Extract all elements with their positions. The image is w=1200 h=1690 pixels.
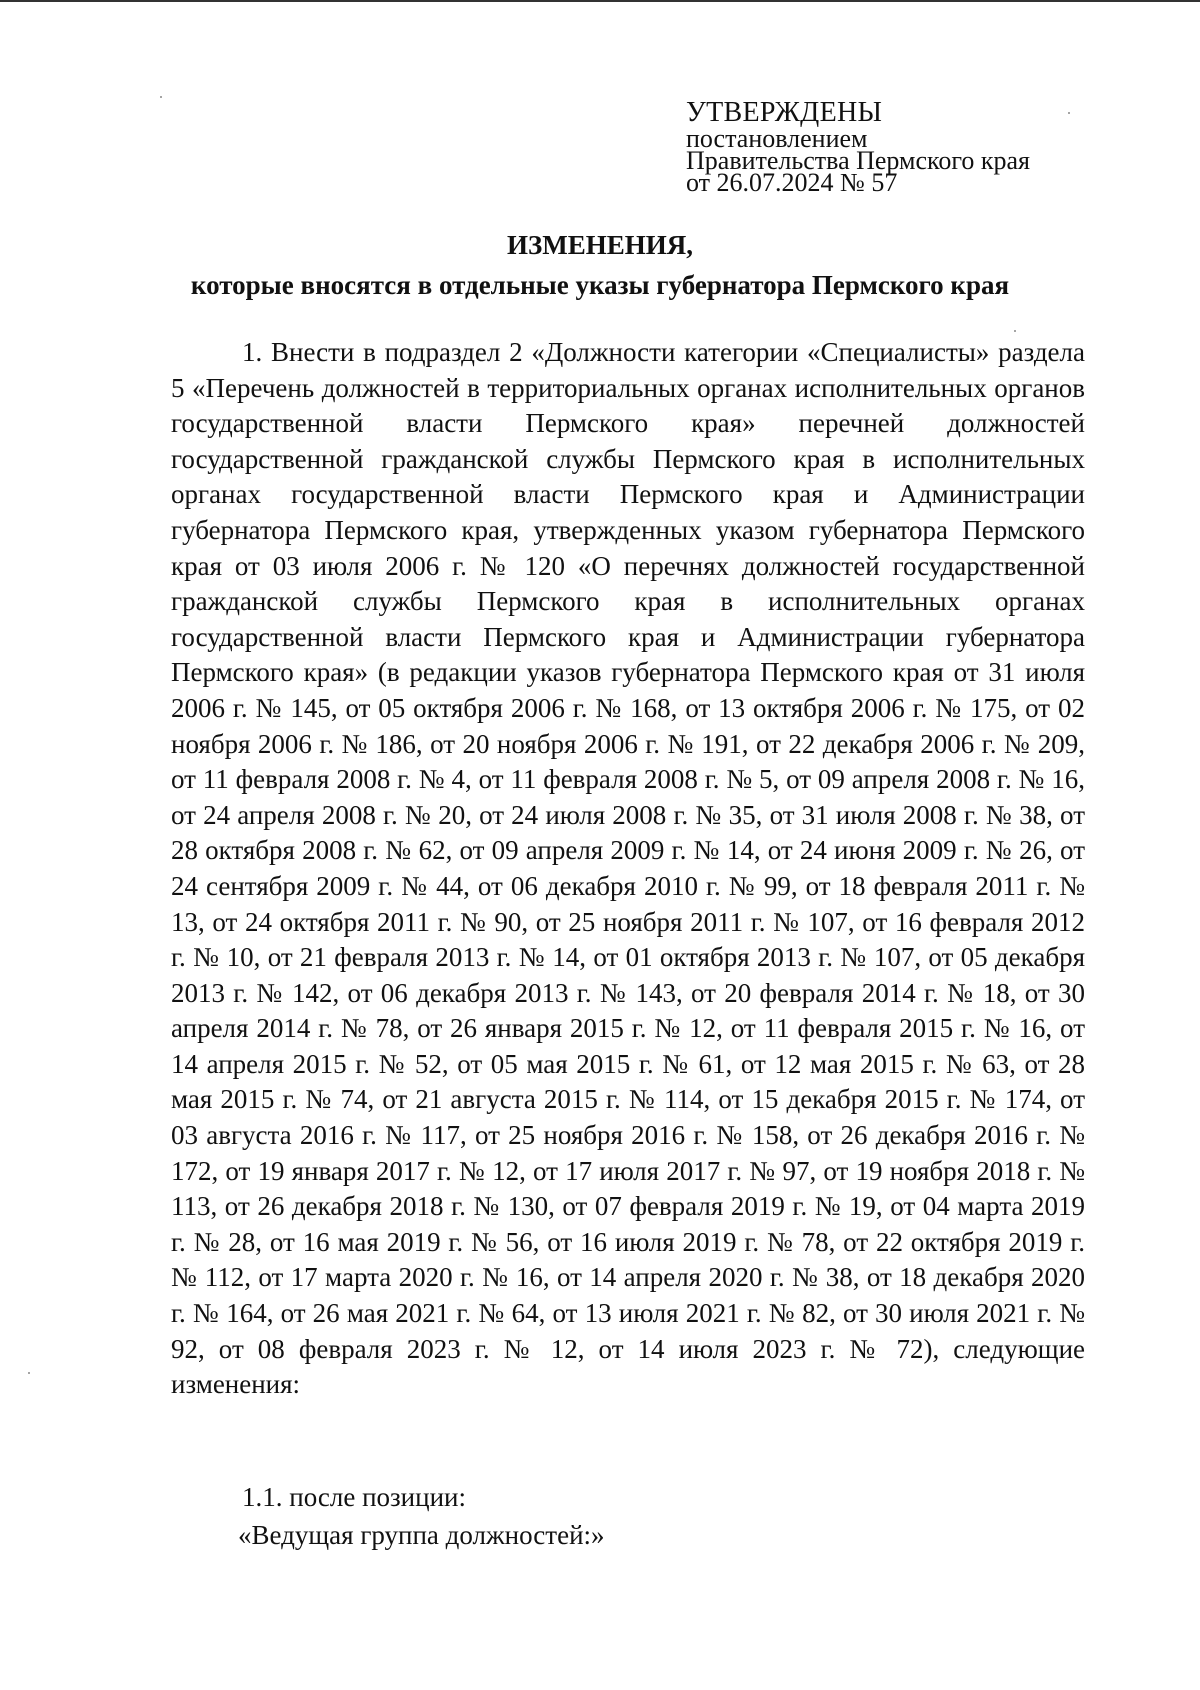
document-title: ИЗМЕНЕНИЯ, (506, 230, 693, 260)
body-paragraph-1: 1. Внести в подраздел 2 «Должности категории «Специалисты» раздела 5 «Перечень должностей в территориальных органах исполнительных органов государственной власти Пермского края» перечней должностей государственной гражданской службы Пермского края в исполнительных органах государственной власти Пермского края и Администрации губернатора Пермского края, утвержденных указом губернатора Пермского края от 03 июля 2006 г. № 120 «О перечнях должностей государственной гражданской службы Пермского края в исполнительных органах государственной власти Пермского края и Администрации губернатора Пермского края» (в редакции указов губернатора Пермского края от 31 июля 2006 г. № 145, от 05 октября 2006 г. № 168, от 13 октября 2006 г. № 175, от 02 ноября 2006 г. № 186, от 20 ноября 2006 г. № 191, от 22 декабря 2006 г. № 209, от 11 февраля 2008 г. № 4, от 11 февраля 2008 г. № 5, от 09 апреля 2008 г. № 16, от 24 апреля 2008 г. № 20, от 24 июля 2008 г. № 35, от 31 июля 2008 г. № 38, от 28 октября 2008 г. № 62, от 09 апреля 2009 г. № 14, от 24 июня 2009 г. № 26, от 24 сентября 2009 г. № 44, от 06 декабря 2010 г. № 99, от 18 февраля 2011 г. № 13, от 24 октября 2011 г. № 90, от 25 ноября 2011 г. № 107, от 16 февраля 2012 г. № 10, от 21 февраля 2013 г. № 14, от 01 октября 2013 г. № 107, от 05 декабря 2013 г. № 142, от 06 декабря 2013 г. № 143, от 20 февраля 2014 г. № 18, от 30 апреля 2014 г. № 78, от 26 января 2015 г. № 12, от 11 февраля 2015 г. № 16, от 14 апреля 2015 г. № 52, от 05 мая 2015 г. № 61, от 12 мая 2015 г. № 63, от 28 мая 2015 г. № 74, от 21 августа 2015 г. № 114, от 15 декабря 2015 г. № 174, от 03 августа 2016 г. № 117, от 25 ноября 2016 г. № 158, от 26 декабря 2016 г. № 172, от 19 января 2017 г. № 12, от 17 июля 2017 г. № 97, от 19 ноября 2018 г. № 113, от 26 декабря 2018 г. № 130, от 07 февраля 2019 г. № 19, от 04 марта 2019 г. № 28, от 16 мая 2019 г. № 56, от 16 июля 2019 г. № 78, от 22 октября 2019 г. № 112, от 17 марта 2020 г. № 16, от 14 апреля 2020 г. № 38, от 18 декабря 2020 г. № 164, от 26 мая 2021 г. № 64, от 13 июля 2021 г. № 82, от 30 июля 2021 г. № 92, от 08 февраля 2023 г. № 12, от 14 июля 2023 г. № 72), следующие изменения: (171, 337, 1085, 1400)
approval-line-resolution: постановлением (686, 124, 868, 153)
position-quote: «Ведущая группа должностей:» (238, 1520, 605, 1550)
approval-line-date-number: от 26.07.2024 № 57 (686, 168, 898, 197)
scan-speck (1068, 112, 1070, 114)
approval-line-government: Правительства Пермского края (686, 146, 1030, 175)
approval-heading: УТВЕРЖДЕНЫ (686, 97, 883, 128)
scan-speck (28, 1372, 30, 1374)
sub-item-1-1: 1.1. после позиции: (242, 1482, 466, 1512)
document-subtitle: которые вносятся в отдельные указы губернатора Пермского края (190, 270, 1010, 300)
scan-speck (1014, 330, 1016, 332)
scan-speck (160, 96, 162, 98)
approval-stamp-block (686, 97, 1030, 197)
scan-top-edge (0, 0, 1200, 2)
